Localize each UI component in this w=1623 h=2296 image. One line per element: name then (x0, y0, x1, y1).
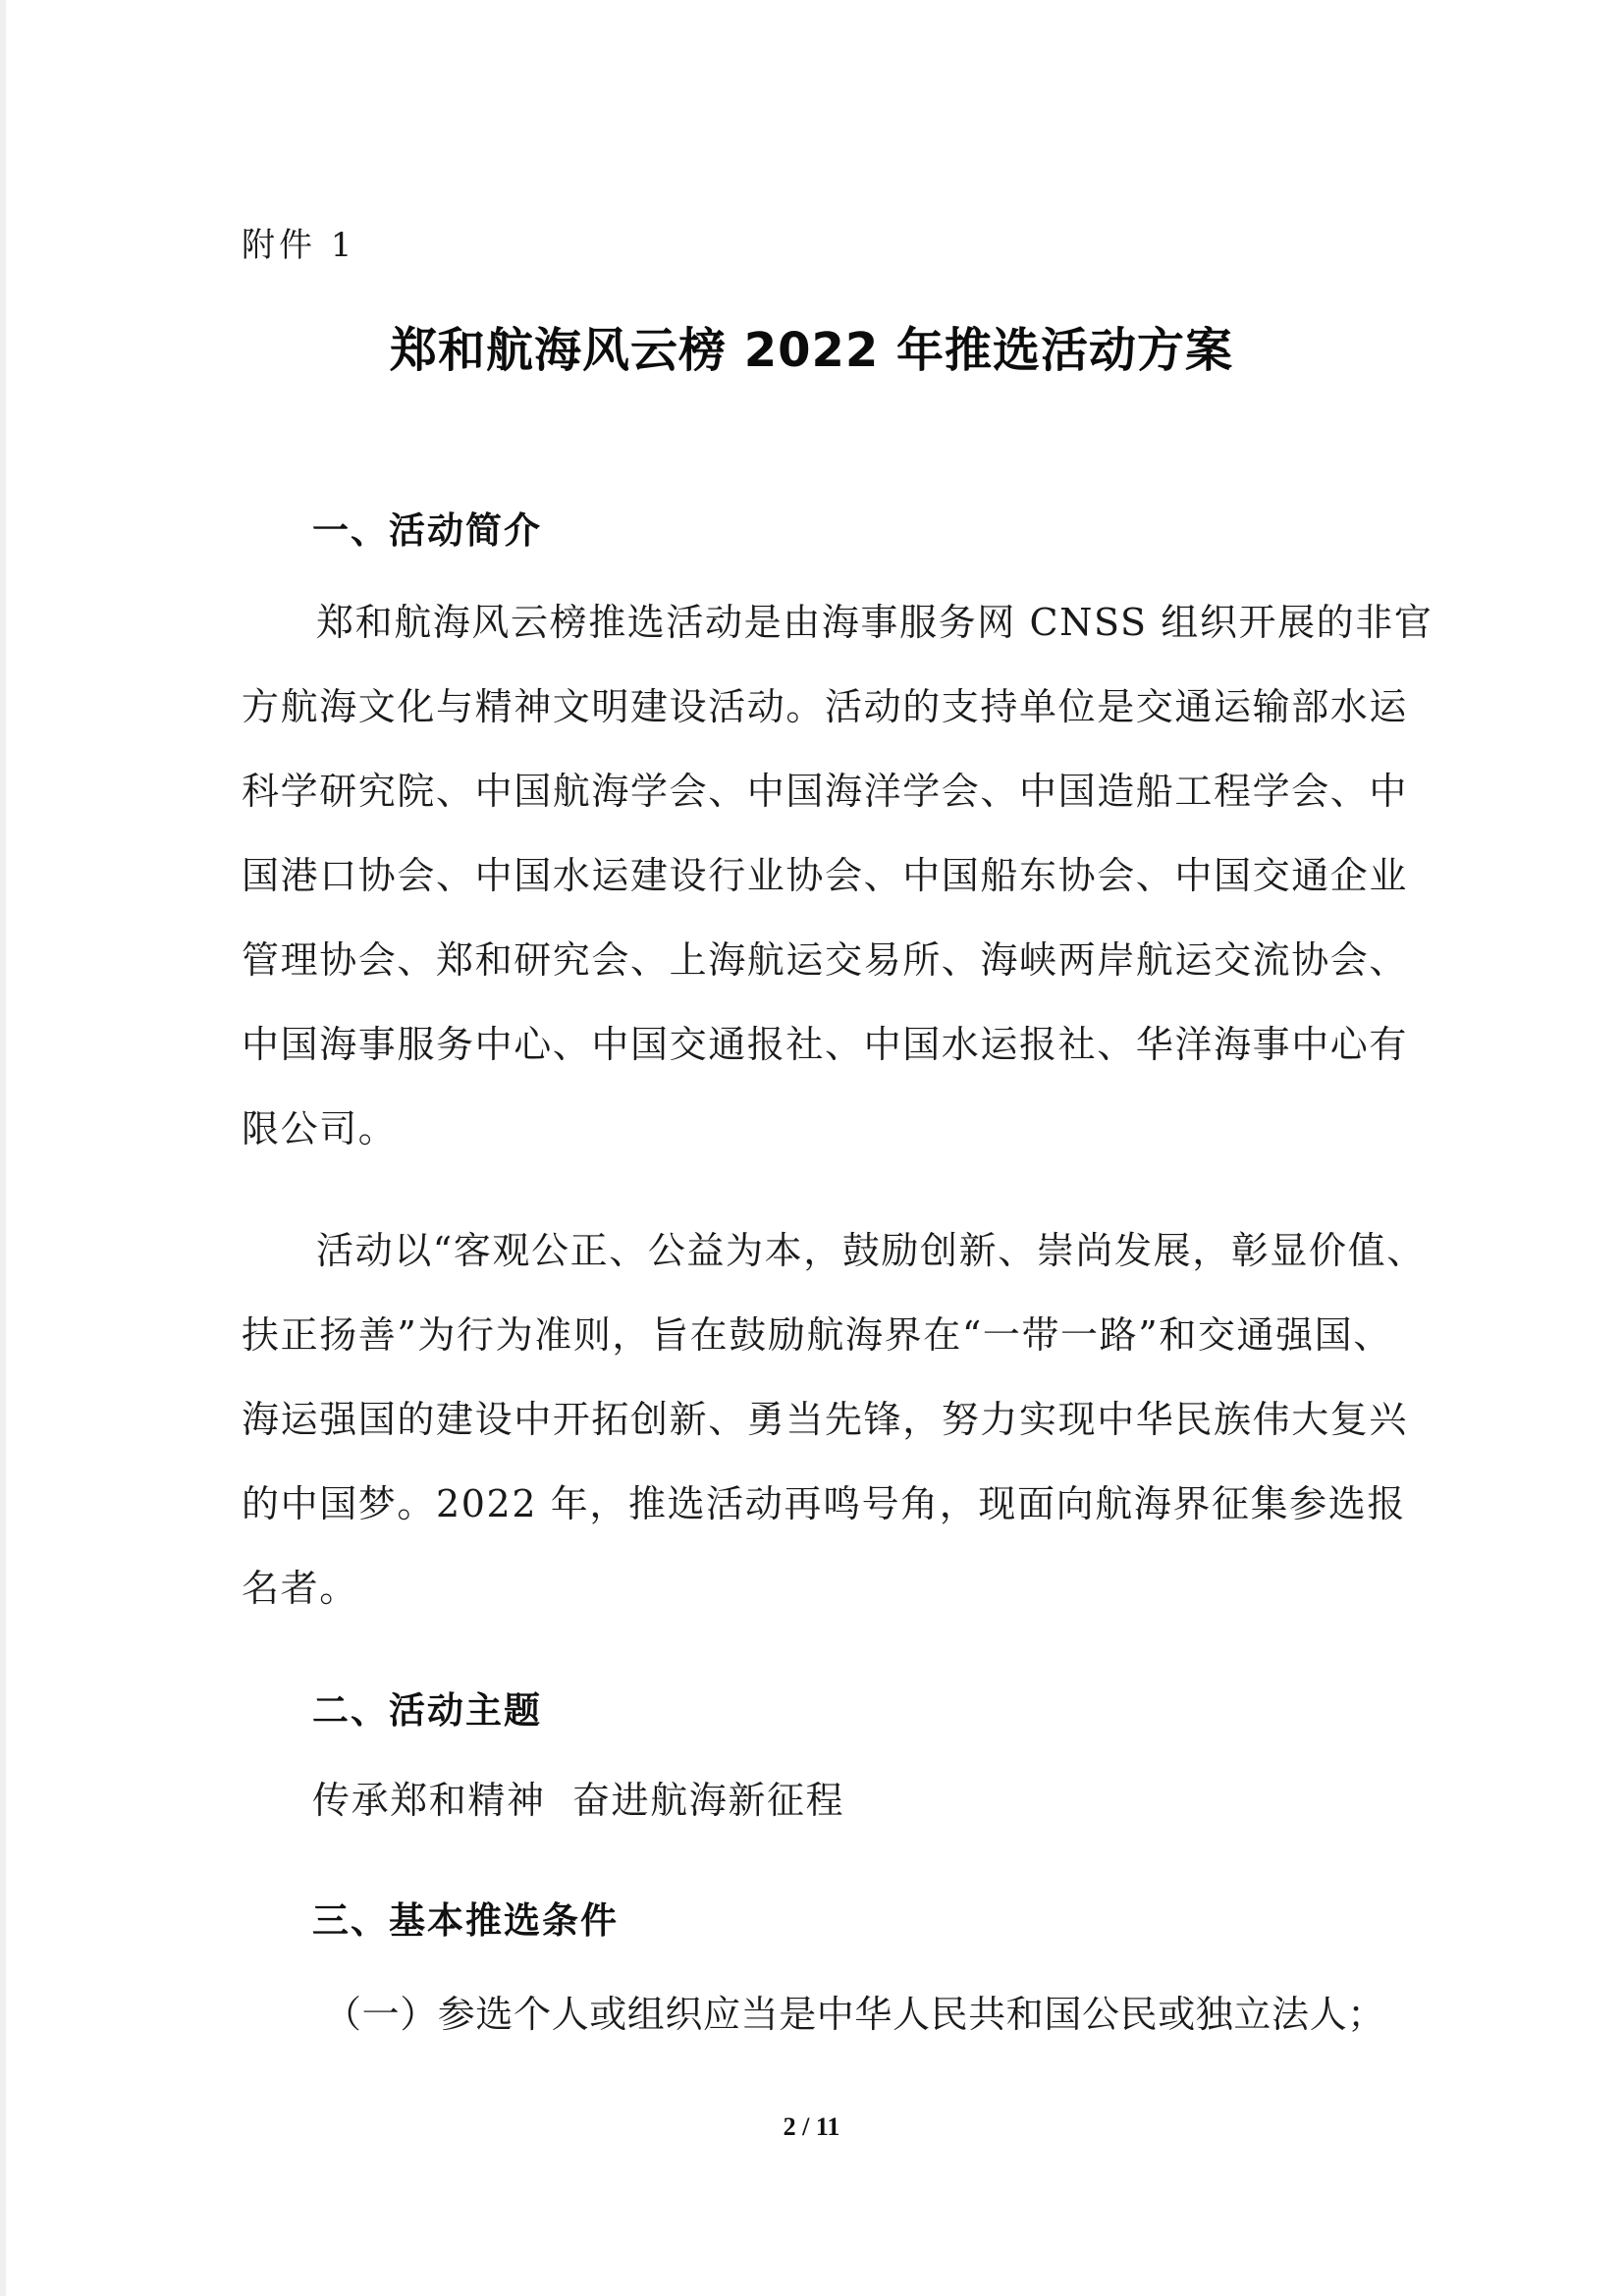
attachment-label: 附件 1 (242, 226, 356, 265)
text-line: 名者。 (242, 1567, 358, 1610)
text-line: 方航海文化与精神文明建设活动。活动的支持单位是交通运输部水运 (242, 685, 1409, 728)
section-heading-criteria: 三、基本推选条件 (312, 1899, 619, 1942)
theme-text: 传承郑和精神 奋进航海新征程 (312, 1779, 845, 1822)
text-line: 活动以“客观公正、公益为本，鼓励创新、崇尚发展，彰显价值、 (316, 1229, 1426, 1272)
text-line: 管理协会、郑和研究会、上海航运交易所、海峡两岸航运交流协会、 (242, 938, 1409, 982)
text-line: 中国海事服务中心、中国交通报社、中国水运报社、华洋海事中心有 (242, 1023, 1409, 1066)
page-indicator: 2 / 11 (783, 2112, 840, 2141)
text-line: 科学研究院、中国航海学会、中国海洋学会、中国造船工程学会、中 (242, 770, 1409, 813)
section-heading-intro: 一、活动简介 (312, 509, 542, 552)
document-title: 郑和航海风云榜 2022 年推选活动方案 (389, 323, 1234, 378)
text-line: 海运强国的建设中开拓创新、勇当先锋，努力实现中华民族伟大复兴 (242, 1398, 1409, 1441)
section-heading-theme: 二、活动主题 (312, 1689, 542, 1732)
text-line: 限公司。 (242, 1107, 398, 1150)
text-line: 国港口协会、中国水运建设行业协会、中国船东协会、中国交通企业 (242, 854, 1409, 897)
text-line: 郑和航海风云榜推选活动是由海事服务网 CNSS 组织开展的非官 (316, 601, 1434, 644)
text-line: 的中国梦。2022 年，推选活动再鸣号角，现面向航海界征集参选报 (242, 1482, 1406, 1525)
text-line: 扶正扬善”为行为准则，旨在鼓励航海界在“一带一路”和交通强国、 (242, 1313, 1392, 1357)
criteria-item: （一）参选个人或组织应当是中华人民共和国公民或独立法人； (324, 1993, 1385, 2036)
